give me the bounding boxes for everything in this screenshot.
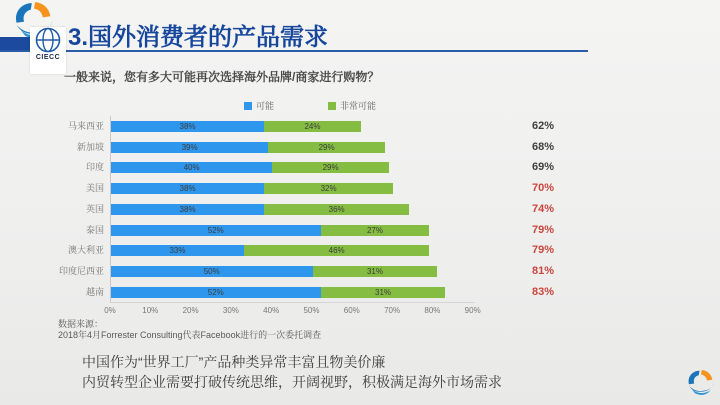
ciecc-logo-text: CIECC bbox=[35, 54, 61, 61]
survey-question: 一般来说，您有多大可能再次选择海外品牌/商家进行购物？ bbox=[64, 70, 380, 84]
x-tick-label: 0% bbox=[104, 306, 116, 315]
bar-segment-very-likely: 24% bbox=[264, 121, 361, 132]
x-tick-label: 90% bbox=[464, 306, 481, 315]
bar-segment-likely: 38% bbox=[111, 204, 264, 215]
legend-label-likely: 可能 bbox=[256, 101, 275, 111]
globe-swirl-logo-small-icon bbox=[686, 366, 716, 398]
bar-segment-likely: 40% bbox=[111, 162, 272, 173]
x-tick-label: 40% bbox=[263, 306, 280, 315]
takeaway-text bbox=[82, 352, 502, 392]
chart-row bbox=[0, 199, 600, 220]
stacked-bar-chart bbox=[0, 116, 600, 316]
bar-segment-very-likely: 29% bbox=[268, 142, 385, 153]
ciecc-emblem-icon bbox=[35, 27, 61, 53]
row-total: 62% bbox=[531, 120, 554, 132]
chart-row bbox=[0, 137, 600, 158]
row-total: 74% bbox=[531, 202, 554, 215]
row-total: 68% bbox=[531, 140, 554, 153]
x-tick-label: 50% bbox=[303, 306, 320, 315]
data-source-detail: 2018年4月Forrester Consulting代表Facebook进行的一次委托调查 bbox=[58, 330, 322, 340]
legend-likely bbox=[244, 99, 274, 112]
data-source-label: 数据来源： bbox=[58, 319, 104, 329]
row-total: 81% bbox=[531, 264, 554, 277]
bar-segment-very-likely: 36% bbox=[264, 204, 409, 215]
category-label: 越南 bbox=[85, 286, 104, 297]
chart-row bbox=[0, 157, 600, 178]
category-label: 澳大利亚 bbox=[67, 245, 104, 256]
bar-segment-likely: 38% bbox=[111, 183, 264, 194]
bar-segment-likely: 52% bbox=[111, 225, 321, 236]
legend-swatch-likely-icon bbox=[244, 102, 252, 110]
bar-segment-very-likely: 31% bbox=[313, 266, 438, 277]
category-label: 泰国 bbox=[85, 224, 104, 235]
category-label: 新加坡 bbox=[76, 141, 104, 152]
bar-segment-very-likely: 46% bbox=[244, 245, 429, 256]
bar-segment-likely: 38% bbox=[111, 121, 264, 132]
x-tick-label: 80% bbox=[424, 306, 441, 315]
x-tick-label: 30% bbox=[222, 306, 239, 315]
chart-row bbox=[0, 178, 600, 199]
ciecc-logo bbox=[30, 27, 66, 74]
category-label: 英国 bbox=[85, 203, 104, 214]
chart-row bbox=[0, 116, 600, 137]
bar-segment-very-likely: 32% bbox=[264, 183, 393, 194]
page-title: 3.国外消费者的产品需求 bbox=[68, 24, 329, 51]
x-tick-label: 70% bbox=[384, 306, 401, 315]
chart-row bbox=[0, 240, 600, 261]
legend-swatch-very-likely-icon bbox=[328, 102, 336, 110]
bar-segment-likely: 50% bbox=[111, 266, 313, 277]
category-label: 马来西亚 bbox=[67, 121, 104, 131]
legend-label-very-likely: 非常可能 bbox=[340, 101, 377, 111]
x-tick-label: 10% bbox=[142, 306, 159, 315]
data-source bbox=[58, 319, 321, 341]
takeaway-line-1: 中国作为“世界工厂”产品种类异常丰富且物美价廉 bbox=[82, 354, 386, 370]
category-label: 印度 bbox=[85, 162, 104, 173]
bar-segment-very-likely: 27% bbox=[321, 225, 430, 236]
category-label: 美国 bbox=[85, 183, 104, 194]
x-tick-label: 20% bbox=[182, 306, 199, 315]
chart-row bbox=[0, 220, 600, 241]
bar-segment-likely: 39% bbox=[111, 142, 268, 153]
takeaway-line-2: 内贸转型企业需要打破传统思维，开阔视野，积极满足海外市场需求 bbox=[82, 374, 502, 390]
x-tick-label: 60% bbox=[343, 306, 360, 315]
row-total: 69% bbox=[531, 161, 554, 174]
row-total: 79% bbox=[531, 244, 554, 257]
chart-row bbox=[0, 261, 600, 282]
chart-row bbox=[0, 282, 600, 303]
bar-segment-likely: 52% bbox=[111, 287, 321, 298]
row-total: 83% bbox=[531, 285, 554, 298]
bar-segment-very-likely: 29% bbox=[272, 162, 389, 173]
row-total: 79% bbox=[531, 223, 554, 236]
row-total: 70% bbox=[531, 182, 554, 195]
bar-segment-very-likely: 31% bbox=[321, 287, 446, 298]
category-label: 印度尼西亚 bbox=[58, 265, 104, 276]
legend-very-likely bbox=[328, 99, 376, 112]
bar-segment-likely: 33% bbox=[111, 245, 244, 256]
